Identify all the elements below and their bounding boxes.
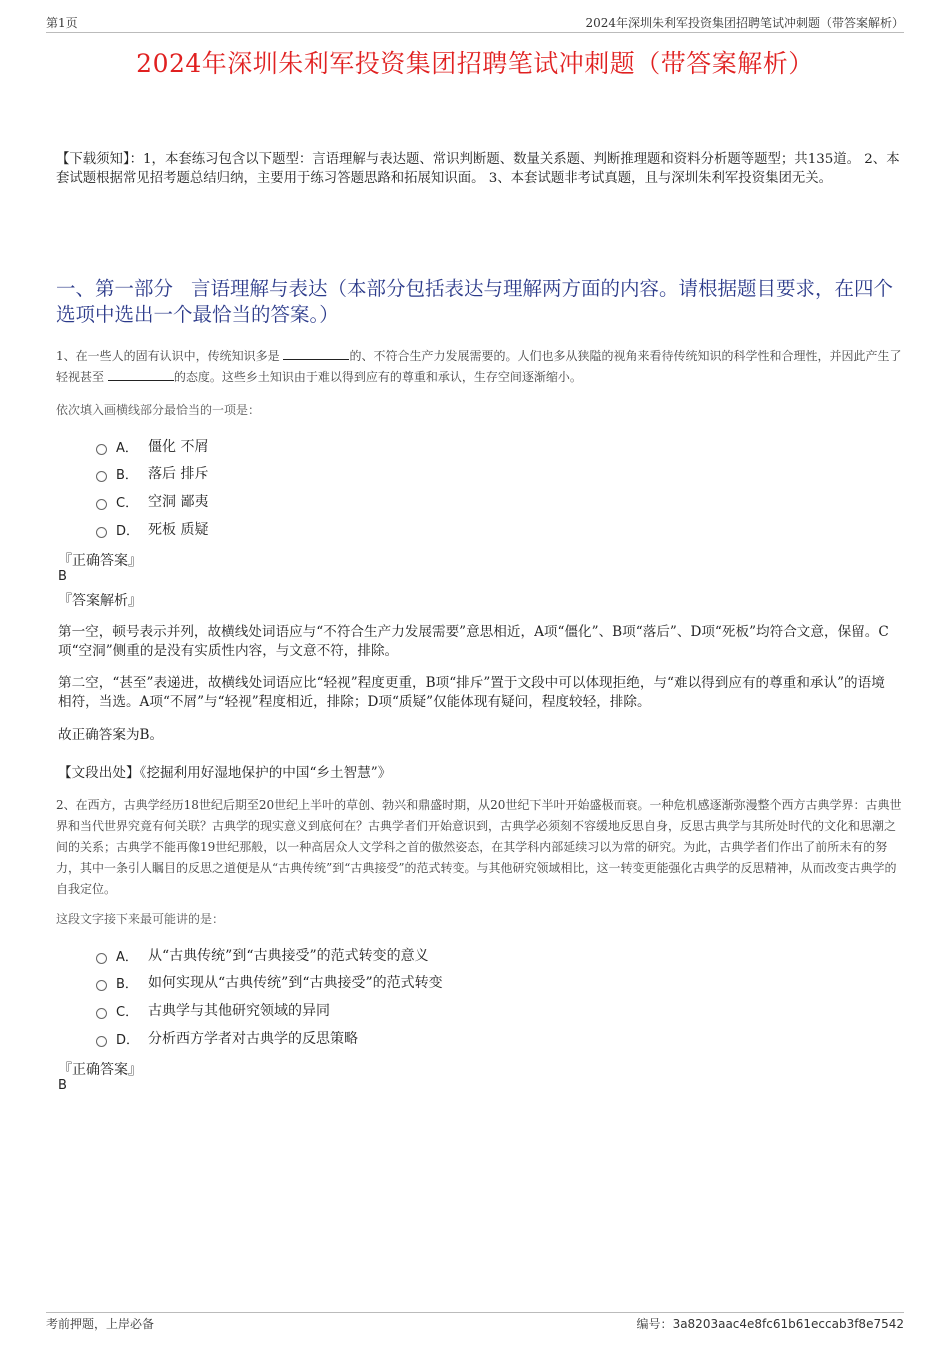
q1-option-d[interactable]: D． 死板 质疑 [96, 519, 208, 539]
analysis-paragraph: 第一空，顿号表示并列，故横线处词语应与“不符合生产力发展需要”意思相近，A项“僵化”、B项“落后”、D项“死板”均符合文意，保留。C项“空洞”侧重的是没有实质性内容，与文意不符，排除。 [58, 624, 889, 659]
q2-option-b[interactable]: B． 如何实现从“古典传统”到“古典接受”的范式转变 [96, 972, 443, 992]
radio-icon[interactable] [96, 444, 107, 455]
radio-icon[interactable] [96, 1036, 107, 1047]
analysis-conclusion: 故正确答案为B。 [58, 727, 164, 743]
analysis-label: 『答案解析』 [58, 593, 142, 609]
q2-option-d[interactable]: D． 分析西方学者对古典学的反思策略 [96, 1028, 358, 1048]
radio-icon[interactable] [96, 980, 107, 991]
q2-option-a[interactable]: A． 从“古典传统”到“古典接受”的范式转变的意义 [96, 945, 429, 965]
page-footer [46, 1312, 904, 1333]
radio-icon[interactable] [96, 499, 107, 510]
section-number: 一、第一部分 [56, 277, 174, 300]
correct-answer-label: 『正确答案』 [58, 553, 142, 569]
radio-icon[interactable] [96, 471, 107, 482]
blank-line [283, 346, 349, 360]
footer-slogan: 考前押题，上岸必备 [46, 1317, 155, 1331]
radio-icon[interactable] [96, 953, 107, 964]
q1-option-c[interactable]: C． 空洞 鄙夷 [96, 491, 208, 511]
blank-line [108, 367, 174, 381]
page-number: 第1页 [46, 16, 78, 30]
q2-option-c[interactable]: C． 古典学与其他研究领域的异同 [96, 1000, 330, 1020]
question-2-text: 2、在西方，古典学经历18世纪后期至20世纪上半叶的草创、勃兴和鼎盛时期，从20世纪下半叶开始盛极而衰。一种危机感逐渐弥漫整个西方古典学界：古典世界和当代世界究竟有何关联？古典学的现实意义到底何在？古典学者们开始意识到，古典学必须刻不容缓地反思自身，反思古典学与其所处时代的文化和思潮之间的关系；古典学不能再像19世纪那般，以一种高居众人文学科之首的傲然姿态，在其学科内部延续习以为常的研究。为此，古典学者们作出了前所未有的努力，其中一条引人瞩目的反思之道便是从“古典传统”到“古典接受”的范式转变。与其他研究领域相比，这一转变更能强化古典学的反思精神，从而改变古典学的自我定位。 [56, 798, 902, 896]
correct-answer-label: 『正确答案』 [58, 1062, 142, 1078]
section-heading [56, 276, 902, 328]
question-2-prompt: 这段文字接下来最可能讲的是： [56, 912, 225, 926]
document-code: 编号：3a8203aac4e8fc61b61eccab3f8e7542 [636, 1317, 904, 1331]
section-description: 言语理解与表达（本部分包括表达与理解两方面的内容。请根据题目要求，在四个选项中选出一个最恰当的答案。） [56, 277, 894, 326]
question-1-prompt: 依次填入画横线部分最恰当的一项是： [56, 403, 261, 417]
radio-icon[interactable] [96, 1008, 107, 1019]
page-header [46, 14, 904, 33]
q1-option-b[interactable]: B． 落后 排斥 [96, 463, 208, 483]
question-1-text: 1、在一些人的固有认识中，传统知识多是 的、不符合生产力发展需要的。人们也多从狭隘的视角来看待传统知识的科学性和合理性，并因此产生了轻视甚至 的态度。这些乡土知识由于难以得到应有的尊重和承认，生存空间逐渐缩小。 [56, 346, 906, 388]
q1-option-a[interactable]: A． 僵化 不屑 [96, 436, 208, 456]
header-doc-title: 2024年深圳朱利军投资集团招聘笔试冲刺题（带答案解析） [585, 16, 904, 30]
passage-source: 【文段出处】《挖掘利用好湿地保护的中国“乡土智慧”》 [58, 765, 392, 781]
analysis-paragraph: 第二空，“甚至”表递进，故横线处词语应比“轻视”程度更重，B项“排斥”置于文段中可以体现拒绝，与“难以得到应有的尊重和承认”的语境相符，当选。A项“不屑”与“轻视”程度相近，排除；D项“质疑”仅能体现有疑问，程度较轻，排除。 [58, 675, 885, 710]
radio-icon[interactable] [96, 527, 107, 538]
download-notice: 【下载须知】：1，本套练习包含以下题型：言语理解与表达题、常识判断题、数量关系题、判断推理题和资料分析题等题型；共135道。 2、本套试题根据常见招考题总结归纳，主要用于练习答题思路和拓展知识面。 3、本套试题非考试真题，且与深圳朱利军投资集团无关。 [56, 152, 900, 186]
correct-answer: B [58, 569, 67, 584]
document-title: 2024年深圳朱利军投资集团招聘笔试冲刺题（带答案解析） [136, 49, 814, 78]
correct-answer: B [58, 1078, 67, 1093]
